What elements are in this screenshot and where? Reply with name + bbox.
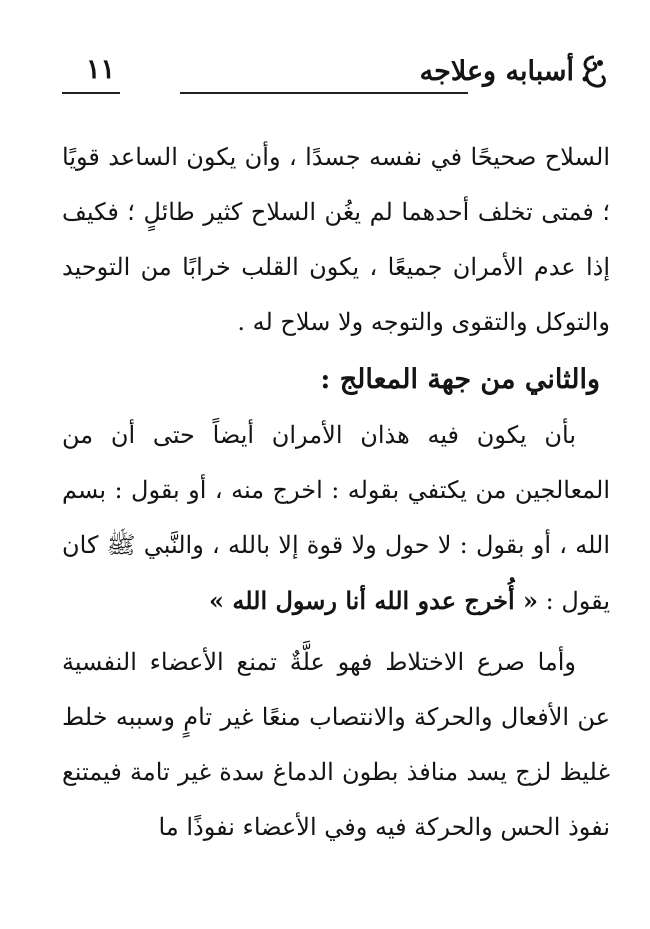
flower-ornament-icon [578, 54, 610, 90]
running-title: أسبابه وعلاجه [419, 56, 574, 87]
paragraph-2 [62, 408, 610, 629]
hadith-quote: « أُخرج عدو الله أنا رسول الله » [208, 586, 538, 615]
paragraph-3: وأما صرع الاختلاط فهو علَّةٌ تمنع الأعضاء النفسية عن الأفعال والحركة والانتصاب منعًا غير تامٍ وسببه خلط غليظ لزج يسد منافذ بطون الدماغ سدة غير تامة فيمتنع نفوذ الحس والحركة فيه وفي الأعضاء نفوذًا ما [62, 648, 610, 841]
header-rule [180, 92, 468, 94]
page-number: ١١ [86, 54, 116, 85]
header-rule-left [62, 92, 120, 94]
page-header [62, 52, 610, 100]
page-body [62, 130, 610, 855]
paragraph-1: السلاح صحيحًا في نفسه جسدًا ، وأن يكون الساعد قويًا ؛ فمتى تخلف أحدهما لم يغُن السلاح كثير طائلٍ ؛ فكيف إذا عدم الأمران جميعًا ، يكون القلب خرابًا من التوحيد والتوكل والتقوى والتوجه ولا سلاح له . [62, 143, 611, 336]
paragraph-2-text: بأن يكون فيه هذان الأمران أيضاً حتى أن من المعالجين من يكتفي بقوله : اخرج منه ، أو بقول : بسم الله ، أو بقول : لا حول ولا قوة إلا بالله ، والنَّبي ﷺ كان يقول : [62, 421, 610, 615]
section-heading: والثاني من جهة المعالج : [320, 364, 600, 395]
